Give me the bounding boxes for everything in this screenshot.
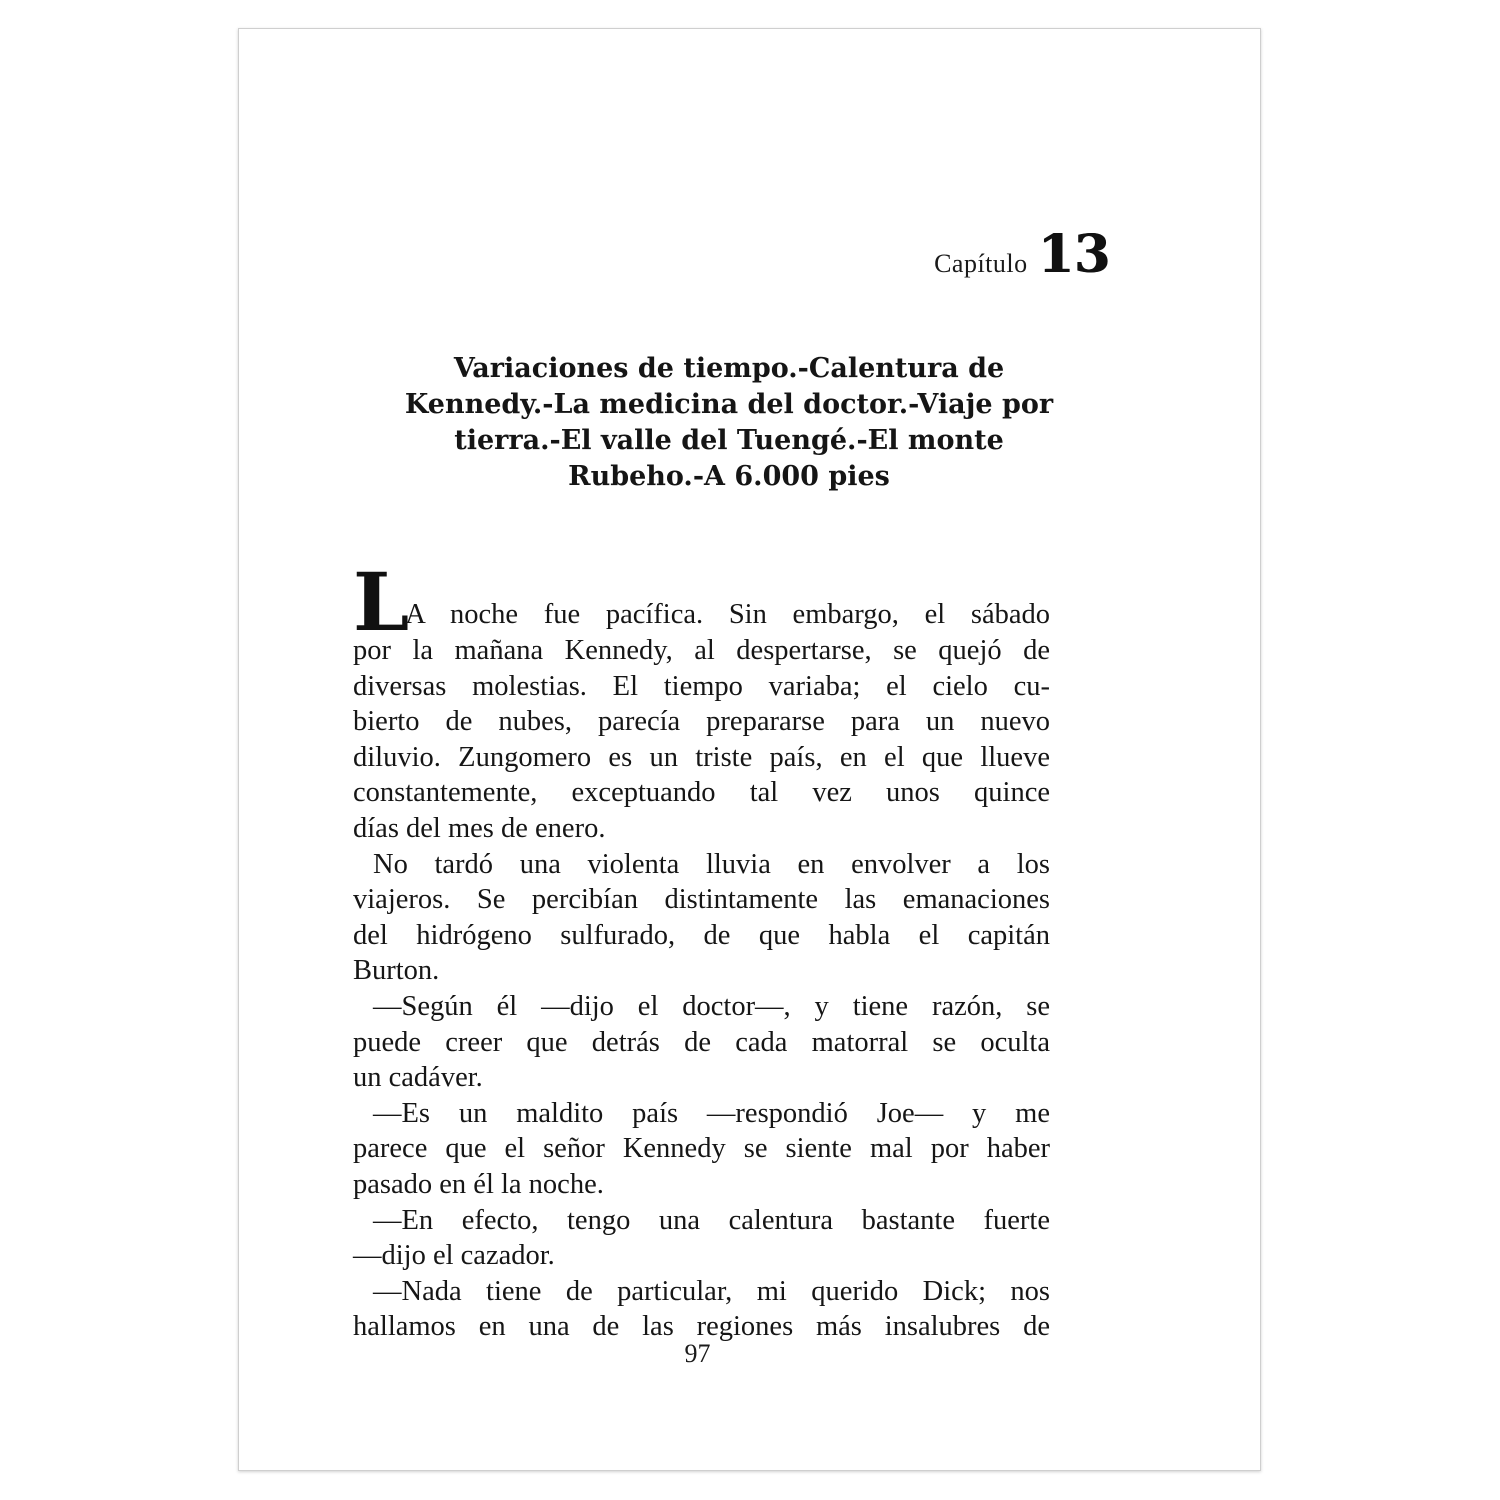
text-line: diluvio. Zungomero es un triste país, en el que llueve bbox=[353, 741, 1050, 773]
first-line bbox=[353, 555, 1050, 649]
text-line: —Es un maldito país —respondió Joe— y me bbox=[373, 1097, 1050, 1129]
text-line: del hidrógeno sulfurado, de que habla el capitán bbox=[353, 919, 1050, 951]
text-line: un cadáver. bbox=[353, 1062, 483, 1094]
body-text bbox=[353, 555, 1050, 1345]
chapter-title-line: Rubeho.-A 6.000 pies bbox=[568, 461, 890, 492]
chapter-title bbox=[349, 351, 1109, 495]
chapter-title-line: tierra.-El valle del Tuengé.-El monte bbox=[454, 425, 1004, 456]
chapter-heading bbox=[934, 224, 1110, 285]
text-line: Burton. bbox=[353, 955, 440, 987]
chapter-number: 13 bbox=[1037, 224, 1110, 285]
text-line: —En efecto, tengo una calentura bastante fuerte bbox=[373, 1204, 1050, 1236]
text-line: —Nada tiene de particular, mi querido Dick; nos bbox=[373, 1275, 1050, 1307]
text-line: parece que el señor Kennedy se siente mal por haber bbox=[353, 1133, 1050, 1165]
text-line: bierto de nubes, parecía prepararse para un nuevo bbox=[353, 706, 1050, 738]
text-line: —dijo el cazador. bbox=[353, 1240, 555, 1272]
text-line: diversas molestias. El tiempo variaba; el cielo cu- bbox=[353, 670, 1050, 702]
text-line: —Según él —dijo el doctor—, y tiene razón, se bbox=[373, 990, 1050, 1022]
text-line: por la mañana Kennedy, al despertarse, se quejó de bbox=[353, 635, 1050, 666]
text-line: puede creer que detrás de cada matorral se oculta bbox=[353, 1026, 1050, 1058]
chapter-label: Capítulo bbox=[934, 249, 1028, 278]
text-line: pasado en él la noche. bbox=[353, 1168, 604, 1200]
chapter-title-line: Variaciones de tiempo.-Calentura de bbox=[453, 353, 1005, 384]
chapter-title-line: Kennedy.-La medicina del doctor.-Viaje por bbox=[404, 389, 1054, 420]
text-line: días del mes de enero. bbox=[353, 812, 606, 844]
text-line: viajeros. Se percibían distintamente las emanaciones bbox=[353, 884, 1050, 916]
text-line: hallamos en una de las regiones más insalubres de bbox=[353, 1311, 1050, 1343]
drop-cap: L bbox=[353, 555, 406, 649]
text-line: No tardó una violenta lluvia en envolver a los bbox=[373, 848, 1050, 880]
text-line: constantemente, exceptuando tal vez unos quince bbox=[353, 777, 1050, 809]
first-line-text: A noche fue pacífica. Sin embargo, el sábado bbox=[405, 599, 1050, 631]
book-page bbox=[238, 28, 1261, 1471]
page-number: 97 bbox=[684, 1339, 711, 1368]
